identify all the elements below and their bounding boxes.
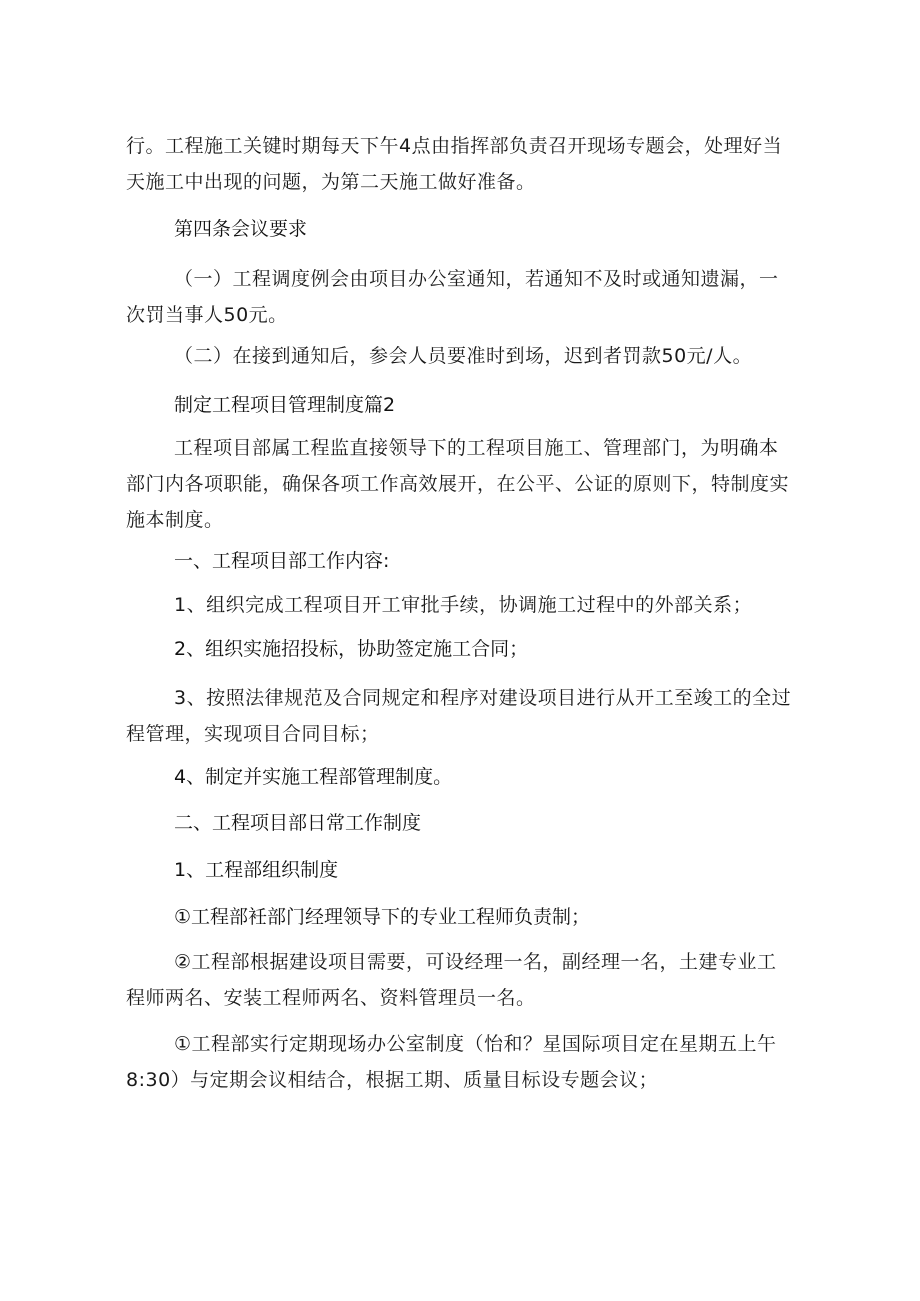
text-line: 3、按照法律规范及合同规定和程序对建设项目进行从开工至竣工的全过	[174, 687, 792, 709]
text-line: ①工程部实行定期现场办公室制度（怡和？星国际项目定在星期五上午	[174, 1033, 777, 1055]
section-heading: 二、工程项目部日常工作制度	[174, 812, 422, 834]
text-line: 工程项目部属工程监直接领导下的工程项目施工、管理部门，为明确本	[174, 437, 779, 459]
subsection-heading: 1、工程部组织制度	[174, 859, 339, 881]
paragraph: 1、组织完成工程项目开工审批手续，协调施工过程中的外部关系；	[174, 594, 753, 616]
paragraph	[126, 430, 814, 538]
paragraph	[126, 1026, 814, 1098]
paragraph	[126, 261, 814, 333]
section-heading: 一、工程项目部工作内容:	[174, 550, 390, 572]
paragraph	[126, 944, 814, 1016]
paragraph: （二）在接到通知后，参会人员要准时到场，迟到者罚款50元/人。	[174, 345, 753, 367]
text-line: 程管理，实现项目合同目标；	[126, 723, 380, 745]
paragraph: ①工程部衽部门经理领导下的专业工程师负责制；	[174, 906, 591, 928]
text-line: 8:30）与定期会议相结合，根据工期、质量目标设专题会议；	[126, 1069, 659, 1091]
text-line: 施本制度。	[126, 509, 224, 531]
text-line: 部门内各项职能，确保各项工作高效展开，在公平、公证的原则下，特制度实	[126, 473, 790, 495]
text-line: ②工程部根据建设项目需要，可设经理一名，副经理一名，土建专业工	[174, 951, 777, 973]
text-line: 行。工程施工关键时期每天下午4点由指挥部负责召开现场专题会，处理好当	[126, 135, 783, 157]
section-heading: 制定工程项目管理制度篇2	[174, 394, 396, 416]
paragraph-continuation	[126, 128, 814, 200]
paragraph: 2、组织实施招投标，协助签定施工合同；	[174, 638, 529, 660]
paragraph	[126, 680, 814, 752]
section-heading: 第四条会议要求	[174, 218, 308, 240]
text-line: 程师两名、安装工程师两名、资料管理员一名。	[126, 987, 536, 1009]
text-line: 次罚当事人50元。	[126, 304, 288, 326]
text-line: 天施工中出现的问题，为第二天施工做好准备。	[126, 171, 536, 193]
paragraph: 4、制定并实施工程部管理制度。	[174, 766, 453, 788]
text-line: （一）工程调度例会由项目办公室通知，若通知不及时或通知遗漏，一	[174, 268, 779, 290]
